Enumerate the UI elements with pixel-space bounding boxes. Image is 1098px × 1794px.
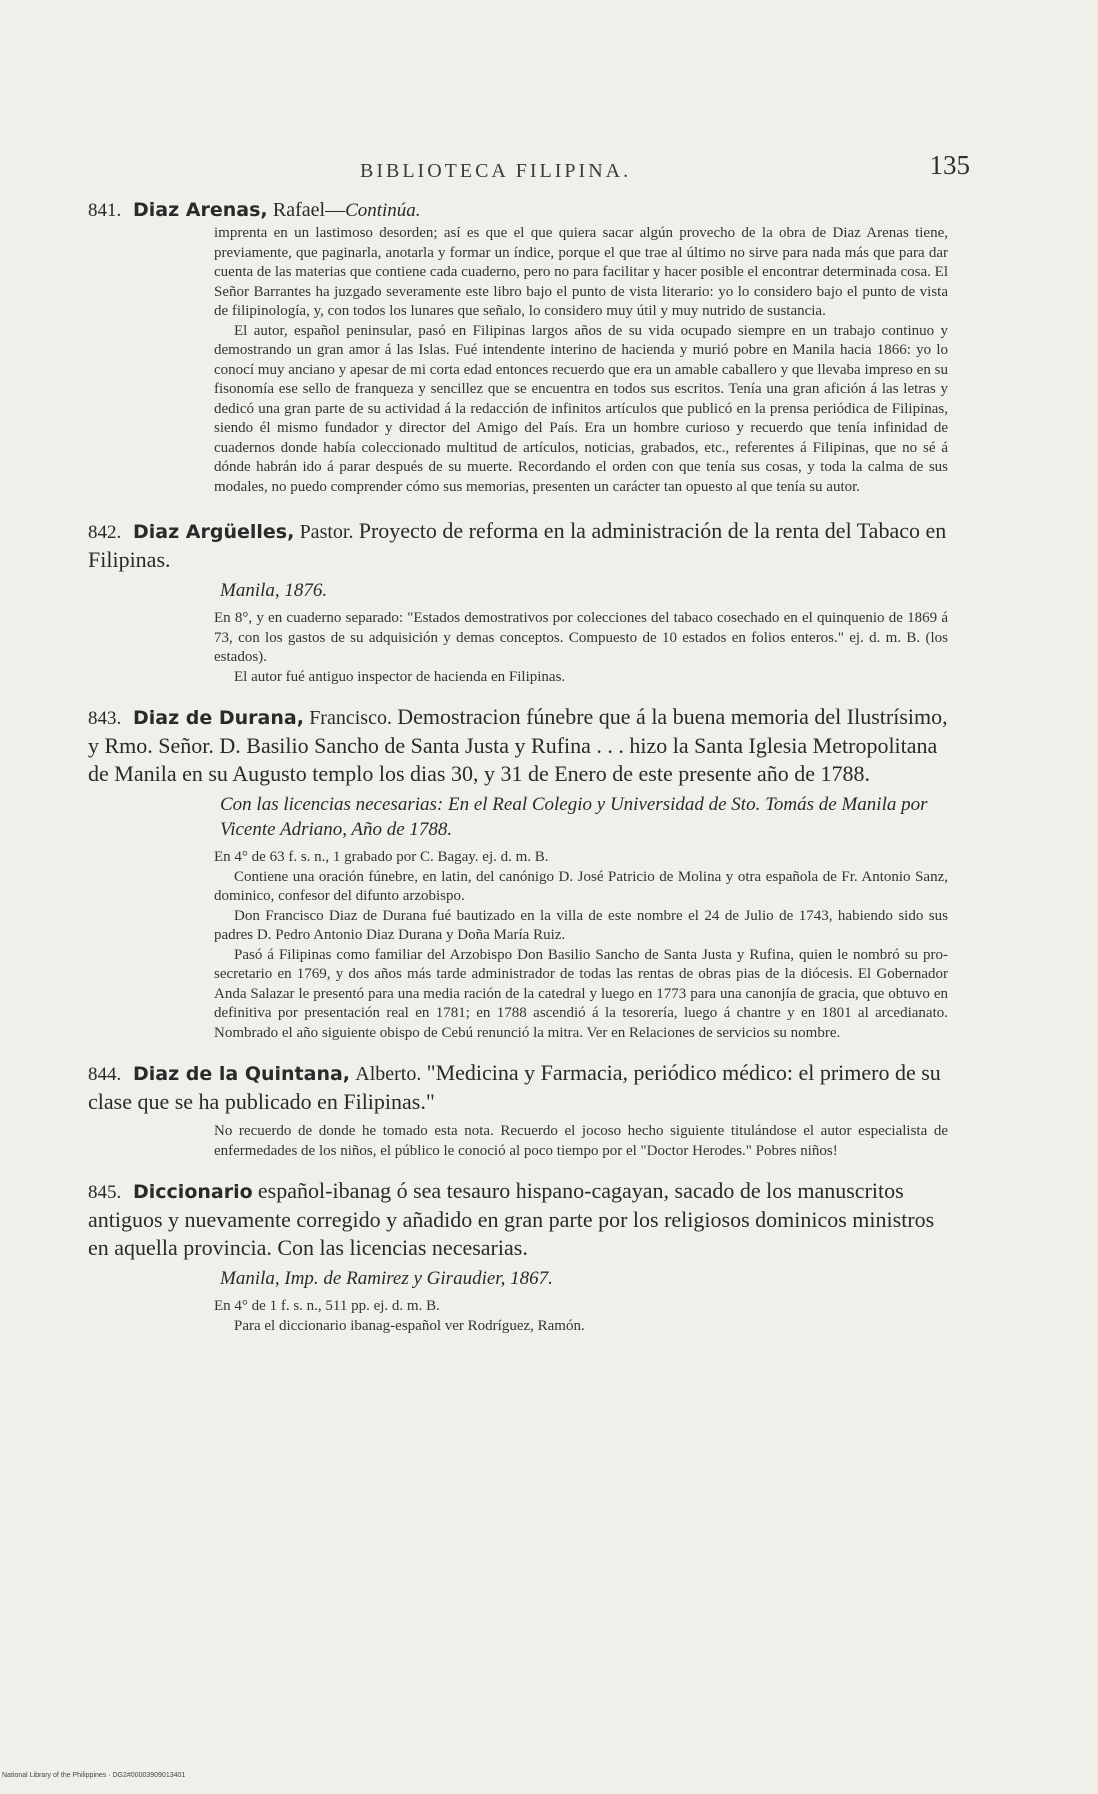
entry-844 (88, 1059, 948, 1161)
note-paragraph: imprenta en un lastimoso desorden; así es que el que quiera sacar algún provecho de la obra de Diaz Arenas tiene, previamente, que paginarla, anotarla y formar un índice, porque el que trae al último no sirve para nada más que para dar cuenta de las materias que contiene cada cuaderno, pero no para facilitar y hacer posible el encontrar determinada cosa. El Señor Barrantes ha juzgado severamente este libro bajo el punto de vista literario: yo lo considero bajo el punto de vista de filipinología, y, con todos los lunares que señalo, lo considero muy útil y muy nutrido de sustancia. (214, 225, 948, 319)
scan-footer-note: National Library of the Philippines · DG2#00003909013401 (2, 1772, 186, 1779)
work-title: Proyecto de reforma en la administración de la renta del Tabaco en Filipinas. (88, 518, 947, 572)
note-paragraph: En 4° de 1 f. s. n., 511 pp. ej. d. m. B. (214, 1298, 440, 1314)
continuation-mark: Continúa. (345, 200, 421, 221)
entry-number: 844. (88, 1064, 122, 1085)
running-title: BIBLIOTECA FILIPINA. (360, 160, 632, 182)
entry-845 (88, 1177, 948, 1336)
imprint: Manila, 1876. (220, 580, 328, 601)
entry-heading (88, 1059, 948, 1116)
author-surname: Diaz Arenas, (133, 199, 268, 221)
author-given-name: Pastor. (299, 521, 354, 543)
entry-heading (88, 517, 948, 574)
note-paragraph: El autor, español peninsular, pasó en Filipinas largos años de su vida ocupado siempre en un trabajo continuo y demostrando un gran amor á las Islas. Fué intendente interino de hacienda y murió pobre en Manila hacia 1866: yo lo conocí muy anciano y apesar de mi corta edad entonces recuerdo que era un amable caballero y que llevaba impreso en su fisonomía ese sello de franqueza y sencillez que se encuentra en todos sus escritos. Tenía una gran afición á las letras y dedicó una gran parte de su actividad á la redacción de infinitos artículos que publicó en la prensa periódica de Filipinas, siendo él mismo fundador y director del Amigo del País. Era un hombre curioso y recuerdo que tenía infinidad de cuadernos donde había coleccionado multitud de artículos, noticias, grabados, etc., referentes á Filipinas, que no sé á dónde habrán ido á parar después de su muerte. Recordando el orden con que tenía sus cosas, y toda la calma de sus modales, no puedo comprender cómo sus memorias, presenten un carácter tan opuesto al que tenía su autor. (214, 322, 948, 495)
work-title: "Medicina y Farmacia, periódico médico: el primero de su clase que se ha publicado en Filipinas." (88, 1060, 941, 1114)
author-given-name: Alberto. (355, 1063, 422, 1085)
entry-notes (214, 224, 948, 497)
author-surname: Diaz de la Quintana, (133, 1063, 351, 1085)
note-paragraph: Contiene una oración fúnebre, en latin, del canónigo D. José Patricio de Molina y otra española de Fr. Antonio Sanz, dominico, confesor del difunto arzobispo. (214, 868, 948, 904)
entry-number: 841. (88, 200, 122, 221)
imprint: Con las licencias necesarias: En el Real Colegio y Universidad de Sto. Tomás de Manila por Vicente Adriano, Año de 1788. (220, 794, 928, 840)
note-paragraph: Don Francisco Diaz de Durana fué bautizado en la villa de este nombre el 24 de Julio de 1743, habiendo sido sus padres D. Pedro Antonio Diaz Durana y Doña María Ruiz. (214, 907, 948, 943)
entry-number: 843. (88, 708, 122, 729)
entry-843 (88, 703, 948, 1043)
entry-heading (88, 196, 948, 224)
entry-notes (214, 848, 948, 1043)
imprint: Manila, Imp. de Ramirez y Giraudier, 1867. (220, 1268, 553, 1289)
page-content (88, 196, 948, 1352)
entry-heading (88, 1177, 948, 1262)
author-given-name: Rafael— (272, 199, 346, 221)
entry-842 (88, 517, 948, 687)
entry-notes (214, 1122, 948, 1161)
work-title: Demostracion fúnebre que á la buena memoria del Ilustrísimo, y Rmo. Señor. D. Basilio Sancho de Santa Justa y Rufina . . . hizo la Santa Iglesia Metropolitana de Manila en su Augusto templo los dias 30, y 31 de Enero de este presente año de 1788. (88, 704, 948, 786)
note-paragraph: Para el diccionario ibanag-español ver Rodríguez, Ramón. (234, 1317, 585, 1334)
author-given-name: Francisco. (309, 707, 392, 729)
entry-notes (214, 609, 948, 687)
note-paragraph: El autor fué antiguo inspector de hacienda en Filipinas. (234, 668, 566, 685)
entry-notes (214, 1297, 948, 1336)
entry-heading (88, 703, 948, 788)
author-surname: Diaz Argüelles, (133, 521, 295, 543)
page-header (210, 150, 970, 190)
entry-number: 842. (88, 522, 122, 543)
note-paragraph: En 4° de 63 f. s. n., 1 grabado por C. Bagay. ej. d. m. B. (214, 849, 549, 865)
note-paragraph: En 8°, y en cuaderno separado: "Estados demostrativos por colecciones del tabaco cosechado en el quinquenio de 1869 á 73, con los gastos de su adquisición y demas conceptos. Compuesto de 10 estados en folios enteros." ej. d. m. B. (los estados). (214, 610, 948, 665)
entry-841 (88, 196, 948, 497)
entry-number: 845. (88, 1182, 122, 1203)
author-surname: Diaz de Durana, (133, 707, 304, 729)
note-paragraph: No recuerdo de donde he tomado esta nota. Recuerdo el jocoso hecho siguiente titulándose el autor especialista de enfermedades de los niños, el público le conoció al poco tiempo por el "Doctor Herodes." Pobres niños! (214, 1123, 948, 1159)
note-paragraph: Pasó á Filipinas como familiar del Arzobispo Don Basilio Sancho de Santa Justa y Rufina, quien le nombró su pro-secretario en 1769, y dos años más tarde administrador de todas las rentas de obras pias de la diócesis. El Gobernador Anda Salazar le presentó para una media ración de la catedral y luego en 1773 para una canonjía de gracia, que obtuvo en definitiva por presentación real en 1781; en 1788 ascendió á la tesorería, luego á chantre y en 1801 al arcedianato. Nombrado el año siguiente obispo de Cebú renunció la mitra. Ver en Relaciones de servicios su nombre. (214, 946, 948, 1041)
page-number: 135 (929, 150, 970, 180)
work-title: español-ibanag ó sea tesauro hispano-cagayan, sacado de los manuscritos antiguos y nuevamente corregido y añadido en gran parte por los religiosos dominicos ministros en aquella provincia. Con las licencias necesarias. (88, 1178, 935, 1260)
author-surname: Diccionario (133, 1181, 253, 1203)
